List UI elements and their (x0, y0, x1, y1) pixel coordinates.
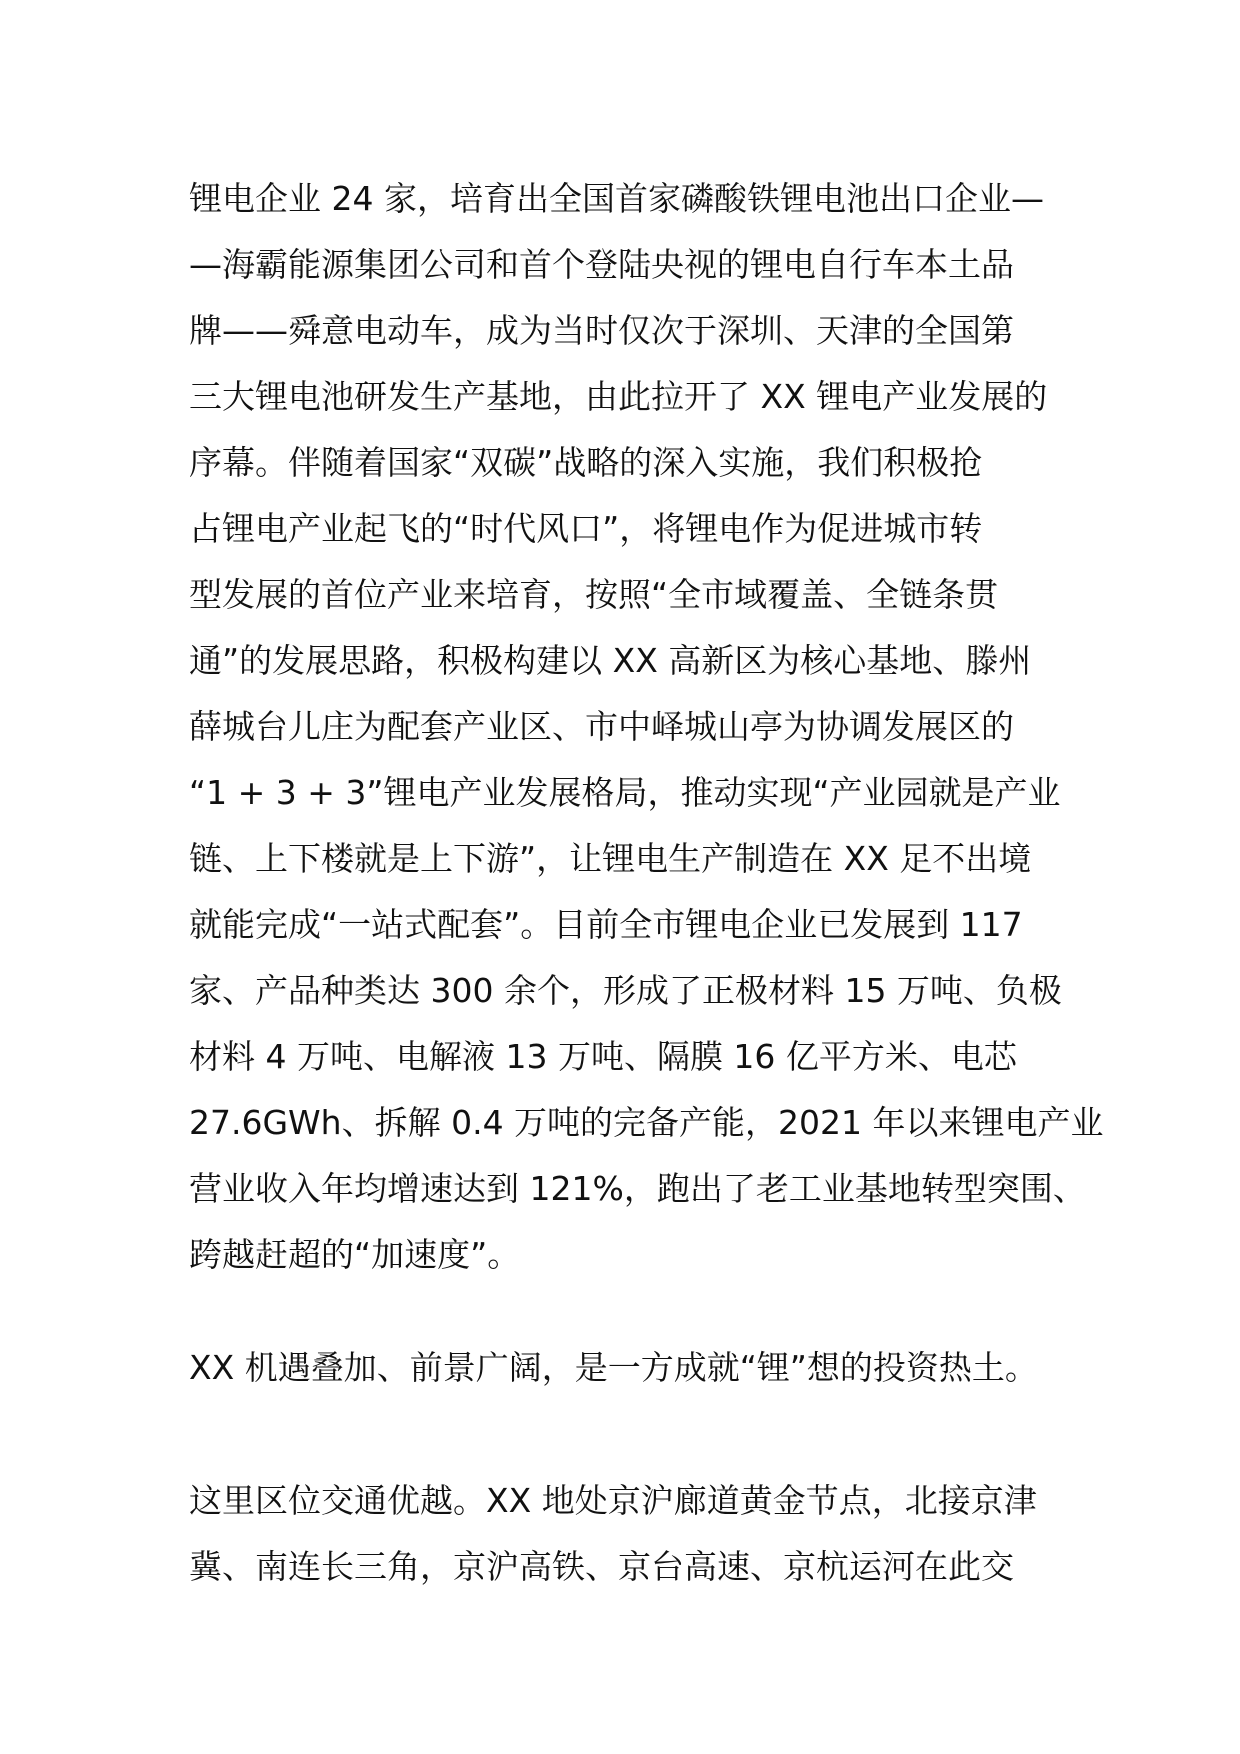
text-line: 冀、南连长三角，京沪高铁、京台高速、京杭运河在此交 (189, 1547, 1014, 1586)
paragraph-transport-location (189, 1468, 1069, 1600)
text-line: —海霸能源集团公司和首个登陆央视的锂电自行车本土品 (189, 245, 1014, 284)
text-line: 27.6GWh、拆解 0.4 万吨的完备产能，2021 年以来锂电产业 (189, 1103, 1104, 1142)
text-line: 占锂电产业起飞的“时代风口”，将锂电作为促进城市转 (189, 509, 983, 548)
text-line: 家、产品种类达 300 余个，形成了正极材料 15 万吨、负极 (189, 971, 1062, 1010)
text-line: 锂电企业 24 家，培育出全国首家磷酸铁锂电池出口企业— (189, 179, 1044, 218)
text-line: 序幕。伴随着国家“双碳”战略的深入实施，我们积极抢 (189, 443, 983, 482)
text-line: 三大锂电池研发生产基地，由此拉开了 XX 锂电产业发展的 (189, 377, 1048, 416)
text-line: 材料 4 万吨、电解液 13 万吨、隔膜 16 亿平方米、电芯 (189, 1037, 1017, 1076)
paragraph-investment-summary (189, 1335, 1069, 1401)
text-line: 薛城台儿庄为配套产业区、市中峄城山亭为协调发展区的 (189, 707, 1014, 746)
text-line: 这里区位交通优越。XX 地处京沪廊道黄金节点，北接京津 (189, 1481, 1037, 1520)
text-line: 通”的发展思路，积极构建以 XX 高新区为核心基地、滕州 (189, 641, 1032, 680)
text-line: 就能完成“一站式配套”。目前全市锂电企业已发展到 117 (189, 905, 1023, 944)
paragraph-lithium-industry-history (189, 166, 1104, 1288)
text-line: “1 + 3 + 3”锂电产业发展格局，推动实现“产业园就是产业 (189, 773, 1061, 812)
text-line: 跨越赶超的“加速度”。 (189, 1235, 521, 1274)
text-line: XX 机遇叠加、前景广阔，是一方成就“锂”想的投资热土。 (189, 1348, 1038, 1387)
text-line: 营业收入年均增速达到 121%，跑出了老工业基地转型突围、 (189, 1169, 1086, 1208)
text-line: 型发展的首位产业来培育，按照“全市域覆盖、全链条贯 (189, 575, 999, 614)
text-line: 链、上下楼就是上下游”，让锂电生产制造在 XX 足不出境 (189, 839, 1032, 878)
text-line: 牌——舜意电动车，成为当时仅次于深圳、天津的全国第 (189, 311, 1014, 350)
